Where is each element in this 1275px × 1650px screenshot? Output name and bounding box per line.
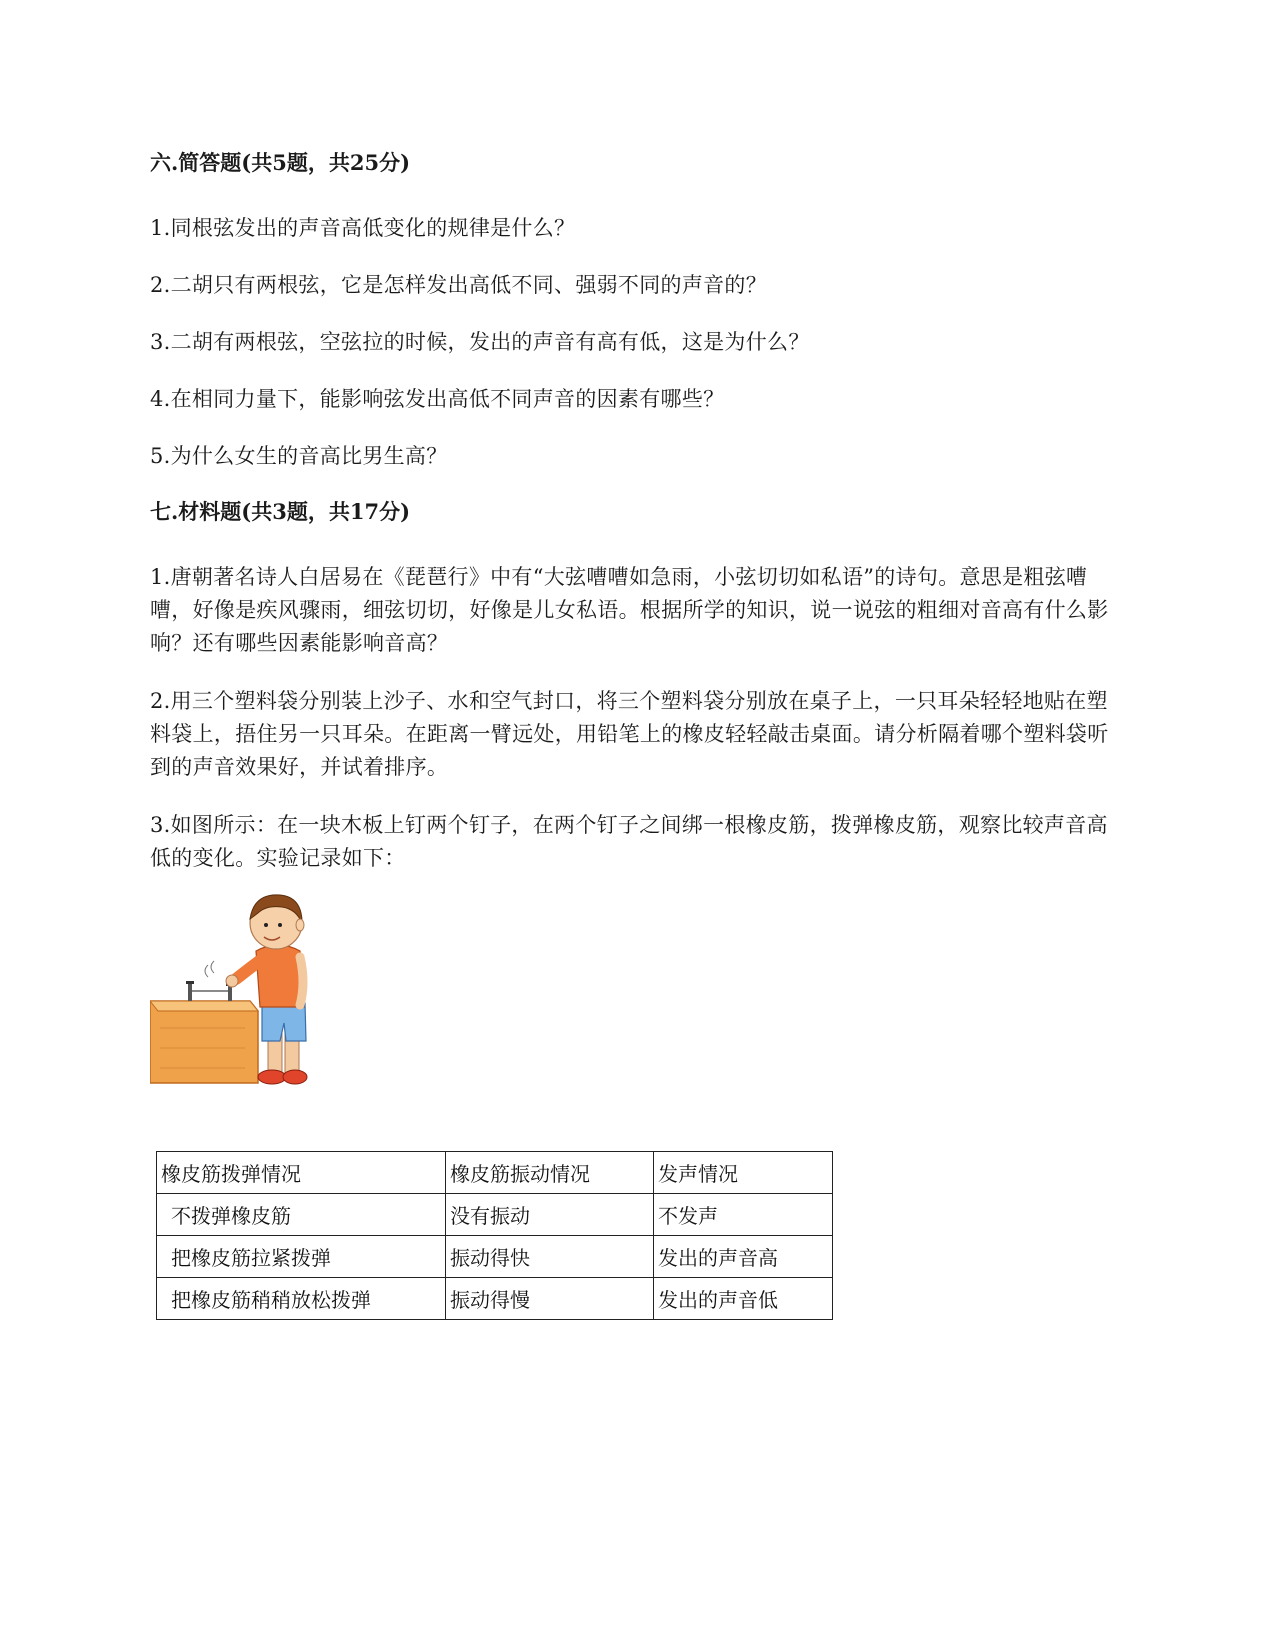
question-item: 2.用三个塑料袋分别装上沙子、水和空气封口，将三个塑料袋分别放在桌子上，一只耳朵轻轻地贴在塑料袋上，捂住另一只耳朵。在距离一臂远处，用铅笔上的橡皮轻轻敲击桌面。请分析隔着哪个塑料袋听到的声音效果好，并试着排序。 [150, 689, 1109, 779]
boy-plucking-rubber-band-illustration [150, 883, 312, 1093]
question-item: 1.同根弦发出的声音高低变化的规律是什么？ [150, 216, 576, 240]
question-item: 3.如图所示：在一块木板上钉两个钉子，在两个钉子之间绑一根橡皮筋，拨弹橡皮筋，观察比较声音高低的变化。实验记录如下： [150, 813, 1108, 870]
table-cell: 没有振动 [446, 1194, 654, 1236]
section-short-answer [150, 148, 1125, 473]
table-cell: 把橡皮筋拉紧拨弹 [157, 1236, 446, 1278]
table-cell: 振动得快 [446, 1236, 654, 1278]
table-cell: 发出的声音高 [654, 1236, 833, 1278]
worksheet-page [150, 148, 1125, 1320]
table-row [157, 1236, 833, 1278]
experiment-record-table [156, 1151, 833, 1320]
table-cell: 不发声 [654, 1194, 833, 1236]
question-item: 1.唐朝著名诗人白居易在《琵琶行》中有“大弦嘈嘈如急雨，小弦切切如私语”的诗句。意思是粗弦嘈嘈，好像是疾风骤雨，细弦切切，好像是儿女私语。根据所学的知识，说一说弦的粗细对音高有什么影响？还有哪些因素能影响音高？ [150, 565, 1109, 655]
question-item: 5.为什么女生的音高比男生高？ [150, 444, 448, 468]
table-header-cell: 发声情况 [654, 1152, 833, 1194]
section-material [150, 497, 1125, 1320]
table-cell: 不拨弹橡皮筋 [157, 1194, 446, 1236]
question-item: 3.二胡有两根弦，空弦拉的时候，发出的声音有高有低，这是为什么？ [150, 330, 810, 354]
table-row [157, 1278, 833, 1320]
table-cell: 发出的声音低 [654, 1278, 833, 1320]
question-item: 4.在相同力量下，能影响弦发出高低不同声音的因素有哪些？ [150, 387, 725, 411]
table-header-cell: 橡皮筋拨弹情况 [157, 1152, 446, 1194]
table-cell: 把橡皮筋稍稍放松拨弹 [157, 1278, 446, 1320]
table-cell: 振动得慢 [446, 1278, 654, 1320]
table-row [157, 1194, 833, 1236]
section-heading: 六.简答题(共5题，共25分) [150, 150, 411, 175]
section-heading: 七.材料题(共3题，共17分) [150, 499, 411, 524]
question-item: 2.二胡只有两根弦，它是怎样发出高低不同、强弱不同的声音的？ [150, 273, 768, 297]
table-header-row [157, 1152, 833, 1194]
table-header-cell: 橡皮筋振动情况 [446, 1152, 654, 1194]
